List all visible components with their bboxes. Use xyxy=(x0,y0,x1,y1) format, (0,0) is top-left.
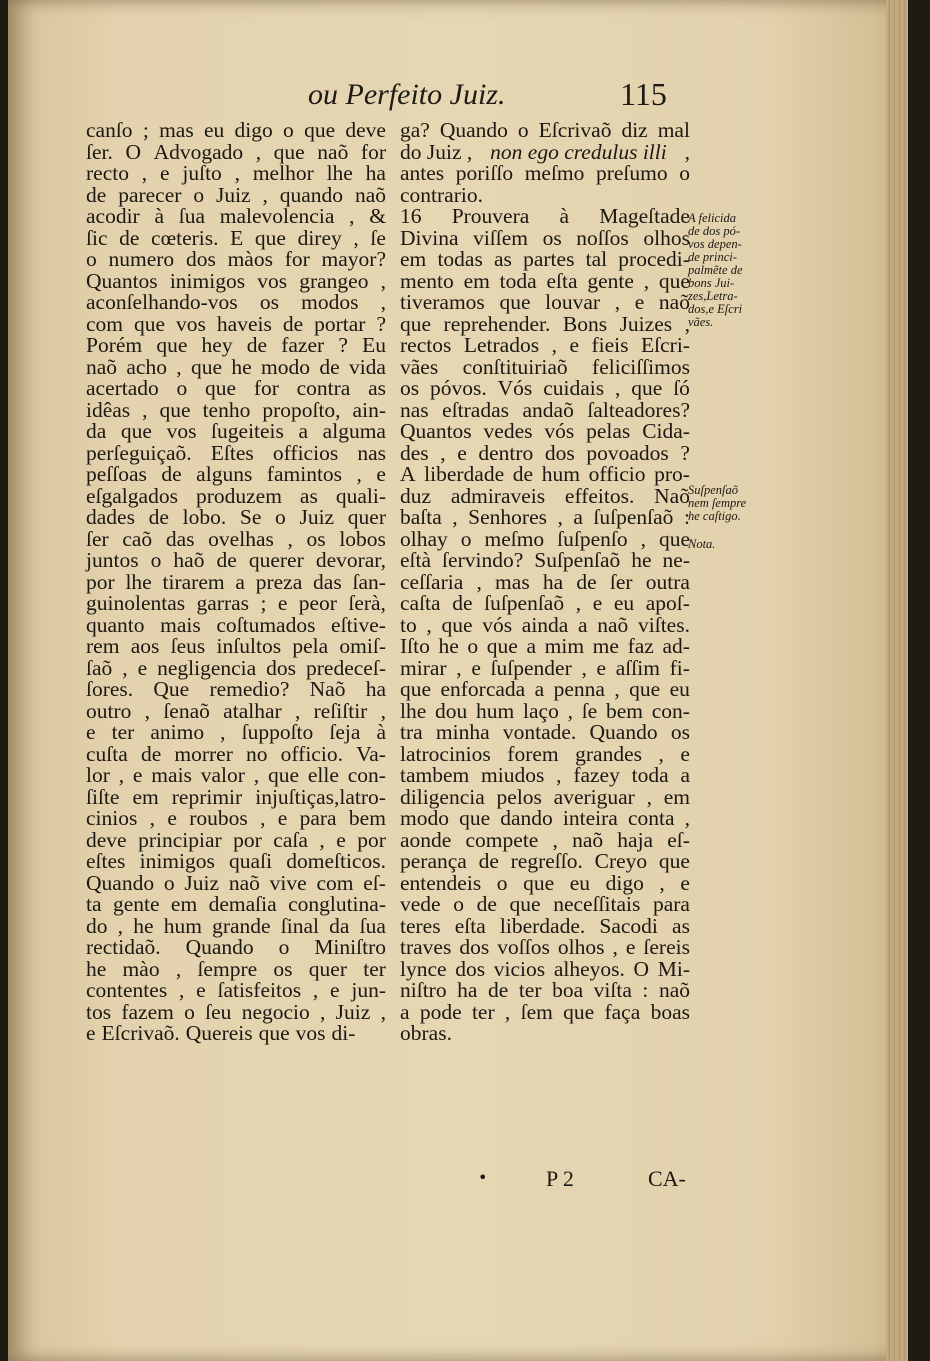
text-line: ceſſaria , mas ha de ſer outra xyxy=(400,569,690,594)
text-line: e Eſcrivaõ. Quereis que vos di- xyxy=(86,1021,356,1045)
text-line: des , e dentro dos povoados ? xyxy=(400,440,690,465)
text-line: eſtà ſervindo? Suſpenſaõ he ne- xyxy=(400,548,690,572)
text-line: rectos Letrados , e fieis Eſcri- xyxy=(400,333,690,357)
text-line: lynce dos vicios alheyos. O Mi- xyxy=(400,956,690,981)
margin-note-line: A felicida xyxy=(688,211,737,225)
text-line: e ter animo , ſuppoſto ſeja à xyxy=(86,720,386,744)
text-line: he mào , ſempre os quer ter xyxy=(86,956,386,981)
footer-bullet: • xyxy=(478,1168,488,1187)
text-line: os póvos. Vós cuidais , que ſó xyxy=(400,376,690,400)
margin-note-line: Nota. xyxy=(688,537,716,551)
text-line: tos fazem o ſeu negocio , Juiz , xyxy=(86,999,386,1024)
text-line: eſgalgados produzem as quali- xyxy=(86,483,386,508)
page-header xyxy=(8,72,908,122)
text-line: ſaõ , e negligencia dos predeceſ- xyxy=(86,655,386,680)
text-line: mirar , e ſuſpender , e aſſim fi- xyxy=(400,655,690,680)
text-line: entendeis o que eu digo , e xyxy=(400,870,690,895)
text-line: perança de regreſſo. Creyo que xyxy=(400,849,690,873)
text-line: lhe dou hum laço , ſe bem con- xyxy=(400,698,690,723)
margin-note-nota xyxy=(688,538,768,551)
text-line: latrocinios forem grandes , e xyxy=(400,741,690,766)
text-line: ta gente em demaſia conglutina- xyxy=(86,892,386,916)
text-line: A liberdade de hum officio pro- xyxy=(400,462,690,486)
text-line: que enforcada a penna , que eu xyxy=(400,677,690,701)
text-line: da que vos ſugeiteis a alguma xyxy=(86,419,386,443)
text-line: acodir à ſua malevolencia , & xyxy=(86,204,386,228)
margin-note-line: palmẽte de xyxy=(688,263,743,277)
margin-note-felicidade xyxy=(688,212,768,329)
text-line: vães conſtituiriaõ feliciſſimos xyxy=(400,354,690,379)
text-line: naõ acho , que he modo de vida xyxy=(86,354,386,379)
text-line: eſtes inimigos quaſi domeſticos. xyxy=(86,849,386,873)
margin-note-line: dos,e Eſcri xyxy=(688,302,743,316)
text-line: ſiſte em reprimir injuſtiças,latro- xyxy=(86,784,386,809)
text-line: de parecer o Juiz , quando naõ xyxy=(86,182,386,207)
page-number: 115 xyxy=(620,76,667,112)
text-line: teres eſta liberdade. Sacodi as xyxy=(400,913,690,938)
text-line: cuſta de morrer no officio. Va- xyxy=(86,741,386,766)
text-line: ſer caõ das ovelhas , os lobos xyxy=(86,526,386,551)
text-line: quanto mais coſtumados eſtive- xyxy=(86,612,386,637)
text-line: olhay o meſmo ſuſpenſo , que xyxy=(400,526,690,551)
margin-note-line: Suſpenſaõ xyxy=(688,483,738,497)
margin-note-line: bons Jui- xyxy=(688,276,735,290)
signature-mark: P 2 xyxy=(546,1166,574,1191)
right-column xyxy=(400,120,690,1045)
text-line: antes poriſſo meſmo preſumo o xyxy=(400,161,690,185)
text-line: caſta de ſuſpenſaõ , e eu apoſ- xyxy=(400,591,690,615)
text-line: o numero dos màos for mayor? xyxy=(86,247,386,271)
text-line: to , que vós ainda a naõ viſtes. xyxy=(400,612,690,637)
text-line: tra minha vontade. Quando os xyxy=(400,720,690,744)
text-line: lor , e mais valor , que elle con- xyxy=(86,763,386,787)
text-line: canſo ; mas eu digo o que deve xyxy=(86,118,386,142)
text-line: Iſto he o que a mim me faz ad- xyxy=(400,634,690,658)
text-line: peſſoas de alguns famintos , e xyxy=(86,462,386,486)
text-line: aonde compete , naõ haja eſ- xyxy=(400,827,690,852)
margin-note-line: zes,Letra- xyxy=(688,289,738,303)
text-line: ga? Quando o Eſcrivaõ diz mal xyxy=(400,118,690,142)
text-line: cinios , e roubos , e para bem xyxy=(86,806,386,830)
margin-note-suspensao xyxy=(688,484,768,523)
text-line: 16 Prouvera à Mageſtade xyxy=(400,204,690,228)
page-edge xyxy=(886,0,908,1361)
text-line: modo que dando inteira conta , xyxy=(400,806,690,830)
margin-note-line: nem ſempre xyxy=(688,496,747,510)
margin-note-line: vos depen- xyxy=(688,237,742,251)
text-line: ſer. O Advogado , que naõ for xyxy=(86,139,386,164)
margin-note-line: de princi- xyxy=(688,250,737,264)
text-line: nas eſtradas andaõ ſalteadores? xyxy=(400,397,690,422)
text-line: outro , ſenaõ atalhar , reſiſtir , xyxy=(86,698,386,723)
text-line: mento em toda eſta gente , que xyxy=(400,268,690,293)
text-line: aconſelhando-vos os modos , xyxy=(86,290,386,314)
text-line: obras. xyxy=(400,1021,452,1045)
text-line: dades de lobo. Se o Juiz quer xyxy=(86,505,386,529)
text-line: idêas , que tenho propoſto, ain- xyxy=(86,397,386,422)
text-line: rectidaõ. Quando o Miniſtro xyxy=(86,935,386,959)
text-line: ſic de cœteris. E que direy , ſe xyxy=(86,225,386,250)
text-line: Quando o Juiz naõ vive com eſ- xyxy=(86,870,386,895)
text-line: acertado o que for contra as xyxy=(86,376,386,400)
text-line: com que vos haveis de portar ? xyxy=(86,311,386,336)
text-line: em todas as partes tal procedi- xyxy=(400,247,690,271)
text-line: Porém que hey de fazer ? Eu xyxy=(86,333,386,357)
page-footer xyxy=(8,1166,908,1196)
text-line: ſores. Que remedio? Naõ ha xyxy=(86,677,386,701)
running-title: ou Perfeito Juiz. xyxy=(308,78,506,111)
text-line: duz admiraveis effeitos. Naõ xyxy=(400,483,690,508)
text-line: a pode ter , ſem que faça boas xyxy=(400,999,690,1024)
text-line: que reprehender. Bons Juizes , xyxy=(400,311,690,336)
text-line: contentes , e ſatisfeitos , e jun- xyxy=(86,978,386,1002)
margin-note-line: de dos pó- xyxy=(688,224,741,238)
text-line: vede o de que neceſſitais para xyxy=(400,892,690,916)
text-line: deve principiar por caſa , e por xyxy=(86,827,386,852)
text-line: tiveramos que louvar , e naõ xyxy=(400,290,690,314)
text-line: recto , e juſto , melhor lhe ha xyxy=(86,161,386,185)
book-page xyxy=(8,0,908,1361)
text-line: perſeguiçaõ. Eſtes officios nas xyxy=(86,440,386,465)
text-line: juntos o haõ de querer devorar, xyxy=(86,548,386,572)
text-line: do , he hum grande ſinal da ſua xyxy=(86,913,386,938)
text-line: Divina viſſem os noſſos olhos xyxy=(400,225,690,250)
left-column xyxy=(86,120,386,1045)
text-line: diligencia pelos averiguar , em xyxy=(400,784,690,809)
text-line: Quantos inimigos vos grangeo , xyxy=(86,268,386,293)
catchword: CA- xyxy=(648,1166,686,1191)
text-line: do Juiz , non ego credulus illi , xyxy=(400,139,690,164)
text-line: baſta , Senhores , a ſuſpenſaõ : xyxy=(400,505,690,529)
text-line: traves dos voſſos olhos , e ſereis xyxy=(400,935,690,959)
text-line: por lhe tirarem a preza das ſan- xyxy=(86,569,386,594)
margin-note-line: vães. xyxy=(688,315,714,329)
text-line: niſtro ha de ter boa viſta : naõ xyxy=(400,978,690,1002)
text-line: Quantos vedes vós pelas Cida- xyxy=(400,419,690,443)
text-line: tambem miudos , fazey toda a xyxy=(400,763,690,787)
text-line: guinolentas garras ; e peor ſerà, xyxy=(86,591,386,615)
margin-note-line: he caſtigo. xyxy=(688,509,741,523)
text-line: rem aos ſeus inſultos pela omiſ- xyxy=(86,634,386,658)
text-line: contrario. xyxy=(400,182,483,207)
